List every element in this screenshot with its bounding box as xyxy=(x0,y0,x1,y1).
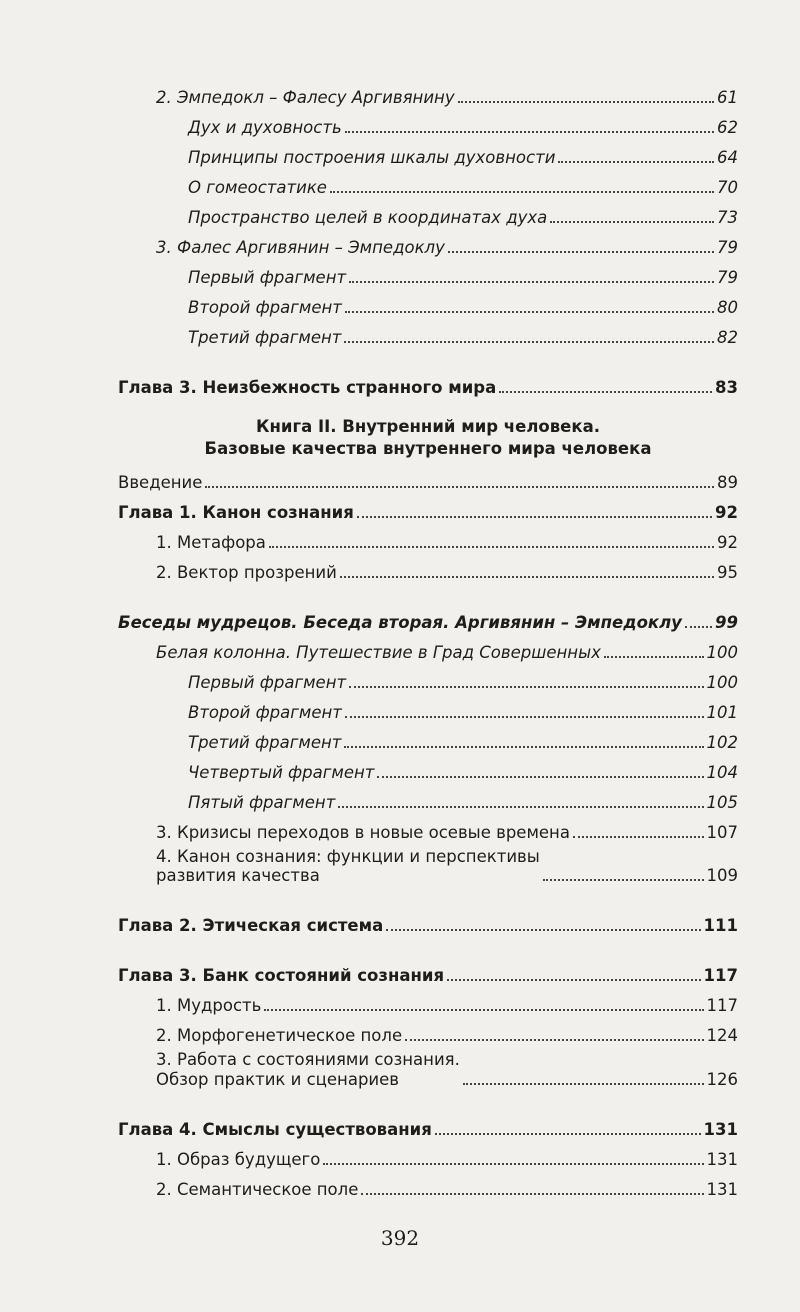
toc-entry-title: Первый фрагмент xyxy=(188,268,347,288)
toc-entry-page: 82 xyxy=(717,328,738,348)
toc-entry-title: 2. Семантическое поле xyxy=(156,1179,359,1199)
book-heading-line-2: Базовые качества внутреннего мира человека xyxy=(204,439,652,459)
toc-entry-title: Пятый фрагмент xyxy=(188,792,336,812)
dot-leader xyxy=(344,746,703,748)
toc-entry[interactable] xyxy=(118,108,738,138)
dot-leader xyxy=(357,516,712,518)
toc-entry[interactable] xyxy=(118,523,738,553)
dot-leader xyxy=(205,486,714,488)
dot-leader xyxy=(269,546,714,548)
toc-entry-title: 1. Метафора xyxy=(156,532,266,552)
toc-entry-title: 1. Мудрость xyxy=(156,996,262,1016)
toc-entry[interactable] xyxy=(118,78,738,108)
dot-leader xyxy=(604,656,704,658)
dot-leader xyxy=(338,806,703,808)
toc-entry-title xyxy=(156,1050,463,1090)
dot-leader xyxy=(349,281,714,283)
dot-leader xyxy=(543,879,704,881)
toc-entry-page: 79 xyxy=(717,268,738,288)
toc-entry-title: Дух и духовность xyxy=(188,118,342,138)
toc-entry-page: 99 xyxy=(715,612,738,632)
toc-entry[interactable] xyxy=(118,463,738,493)
toc-entry-page: 124 xyxy=(706,1026,738,1046)
toc-entry-work-states[interactable] xyxy=(118,1050,738,1090)
toc-entry-title: Беседы мудрецов. Беседа вторая. Аргивянин – Эмпедоклу xyxy=(118,612,682,632)
toc-entry[interactable] xyxy=(118,1140,738,1170)
dot-leader xyxy=(264,1009,703,1011)
toc-entry[interactable] xyxy=(118,663,738,693)
toc-entry-page: 101 xyxy=(706,702,738,722)
toc-entry-title: 2. Вектор прозрений xyxy=(156,562,337,582)
toc-entry-page: 104 xyxy=(706,762,738,782)
toc-entry-page: 89 xyxy=(717,472,738,492)
dot-leader xyxy=(323,1163,703,1165)
toc-entry[interactable] xyxy=(118,1170,738,1200)
toc-entry-canon-functions[interactable] xyxy=(118,847,738,887)
toc-entry-page: 92 xyxy=(717,532,738,552)
dot-leader xyxy=(340,576,714,578)
toc-entry-title: 2. Морфогенетическое поле xyxy=(156,1026,403,1046)
toc-entry-title: Глава 4. Смыслы существования xyxy=(118,1119,432,1139)
toc-entry-page: 117 xyxy=(706,996,738,1016)
toc-entry[interactable] xyxy=(118,723,738,753)
toc-entry-page: 92 xyxy=(715,502,738,522)
toc-entry-page: 111 xyxy=(703,916,738,936)
dot-leader xyxy=(344,341,714,343)
dot-leader xyxy=(377,776,703,778)
toc-group-book2-chapter1 xyxy=(118,463,738,583)
toc-entry-title: Третий фрагмент xyxy=(188,328,342,348)
toc-entry-title-line-2: Обзор практик и сценариев xyxy=(156,1069,400,1089)
toc-entry-page: 83 xyxy=(715,378,738,398)
toc-entry-title: Принципы построения шкалы духовности xyxy=(188,148,556,168)
toc-entry-title: 3. Кризисы переходов в новые осевые времена xyxy=(156,822,570,842)
dot-leader xyxy=(361,1193,703,1195)
toc-entry-chapter-2[interactable] xyxy=(118,906,738,936)
toc-entry-page: 131 xyxy=(706,1149,738,1169)
toc-group-book1-part xyxy=(118,78,738,348)
toc-entry-page: 80 xyxy=(717,298,738,318)
dot-leader xyxy=(499,391,712,393)
toc-entry-page: 73 xyxy=(717,208,738,228)
toc-group-conversation xyxy=(118,603,738,843)
dot-leader xyxy=(330,191,714,193)
toc-entry[interactable] xyxy=(118,986,738,1016)
toc-entry[interactable] xyxy=(118,318,738,348)
toc-entry-title: Второй фрагмент xyxy=(188,298,342,318)
book-heading xyxy=(118,416,738,461)
toc-entry-title: Четвертый фрагмент xyxy=(188,762,375,782)
dot-leader xyxy=(447,979,700,981)
toc-entry[interactable] xyxy=(118,603,738,633)
toc-entry-title: Белая колонна. Путешествие в Град Совершенных xyxy=(156,642,601,662)
toc-entry-chapter-3[interactable] xyxy=(118,956,738,986)
toc-entry[interactable] xyxy=(118,783,738,813)
toc-entry-title-line-1: 3. Работа с состояниями сознания. xyxy=(156,1050,460,1070)
dot-leader xyxy=(435,1133,701,1135)
toc-entry-title: Пространство целей в координатах духа xyxy=(188,208,548,228)
toc-entry[interactable] xyxy=(118,288,738,318)
toc-entry-page: 79 xyxy=(717,238,738,258)
toc-entry-page: 126 xyxy=(706,1069,738,1089)
toc-entry-page: 109 xyxy=(706,866,738,886)
toc-entry-page: 105 xyxy=(706,792,738,812)
toc-entry-title: О гомеостатике xyxy=(188,178,327,198)
toc-entry-title: Глава 1. Канон сознания xyxy=(118,502,354,522)
toc-entry[interactable] xyxy=(118,168,738,198)
toc-entry-page: 102 xyxy=(706,732,738,752)
dot-leader xyxy=(405,1039,703,1041)
toc-entry-title: Глава 3. Банк состояний сознания xyxy=(118,966,445,986)
toc-entry-title: Введение xyxy=(118,472,203,492)
dot-leader xyxy=(463,1083,704,1085)
page-number: 392 xyxy=(380,1226,420,1250)
toc-entry-title xyxy=(156,847,543,887)
book-heading-line-1: Книга II. Внутренний мир человека. xyxy=(256,417,600,436)
dot-leader xyxy=(386,929,700,931)
toc-entry-page: 61 xyxy=(717,88,738,108)
toc-entry-title: Второй фрагмент xyxy=(188,702,342,722)
toc-entry-page: 131 xyxy=(706,1179,738,1199)
toc-entry-chapter-4[interactable] xyxy=(118,1110,738,1140)
toc-entry-title: Первый фрагмент xyxy=(188,672,347,692)
toc-entry[interactable] xyxy=(118,258,738,288)
dot-leader xyxy=(448,251,714,253)
dot-leader xyxy=(685,626,712,628)
toc-entry[interactable] xyxy=(118,198,738,228)
toc-entry[interactable] xyxy=(118,753,738,783)
toc-entry-title: 3. Фалес Аргивянин – Эмпедоклу xyxy=(156,238,445,258)
dot-leader xyxy=(345,131,714,133)
toc-entry[interactable] xyxy=(118,693,738,723)
dot-leader xyxy=(458,101,714,103)
toc-entry-page: 64 xyxy=(717,148,738,168)
toc-entry-page: 100 xyxy=(706,672,738,692)
toc-entry[interactable] xyxy=(118,1016,738,1046)
dot-leader xyxy=(550,221,714,223)
toc-entry-title: 1. Образ будущего xyxy=(156,1149,321,1169)
dot-leader xyxy=(345,716,704,718)
toc-entry-title: Глава 3. Неизбежность странного мира xyxy=(118,378,497,398)
toc-entry[interactable] xyxy=(118,553,738,583)
toc-entry-title: 2. Эмпедокл – Фалесу Аргивянину xyxy=(156,88,455,108)
toc-entry-title-line-2: развития качества xyxy=(156,866,320,886)
toc-entry[interactable] xyxy=(118,228,738,258)
toc-entry[interactable] xyxy=(118,633,738,663)
toc-entry[interactable] xyxy=(118,813,738,843)
toc-entry-title: Глава 2. Этическая система xyxy=(118,916,384,936)
toc-entry-page: 62 xyxy=(717,118,738,138)
toc-group-chapter3-items xyxy=(118,986,738,1046)
dot-leader xyxy=(558,161,714,163)
dot-leader xyxy=(349,686,703,688)
toc-entry-page: 107 xyxy=(706,822,738,842)
toc-group-chapter4-items xyxy=(118,1140,738,1200)
toc-entry-title: Третий фрагмент xyxy=(188,732,342,752)
toc-entry-title-line-1: 4. Канон сознания: функции и перспективы xyxy=(156,846,540,866)
toc-entry-page: 131 xyxy=(703,1119,738,1139)
dot-leader xyxy=(573,836,704,838)
table-of-contents xyxy=(118,78,738,1200)
dot-leader xyxy=(345,311,714,313)
toc-entry[interactable] xyxy=(118,138,738,168)
toc-entry-chapter-3-book1[interactable] xyxy=(118,368,738,398)
toc-entry-page: 100 xyxy=(706,642,738,662)
toc-entry-page: 70 xyxy=(717,178,738,198)
toc-entry[interactable] xyxy=(118,493,738,523)
toc-entry-page: 95 xyxy=(717,562,738,582)
toc-entry-page: 117 xyxy=(703,966,738,986)
